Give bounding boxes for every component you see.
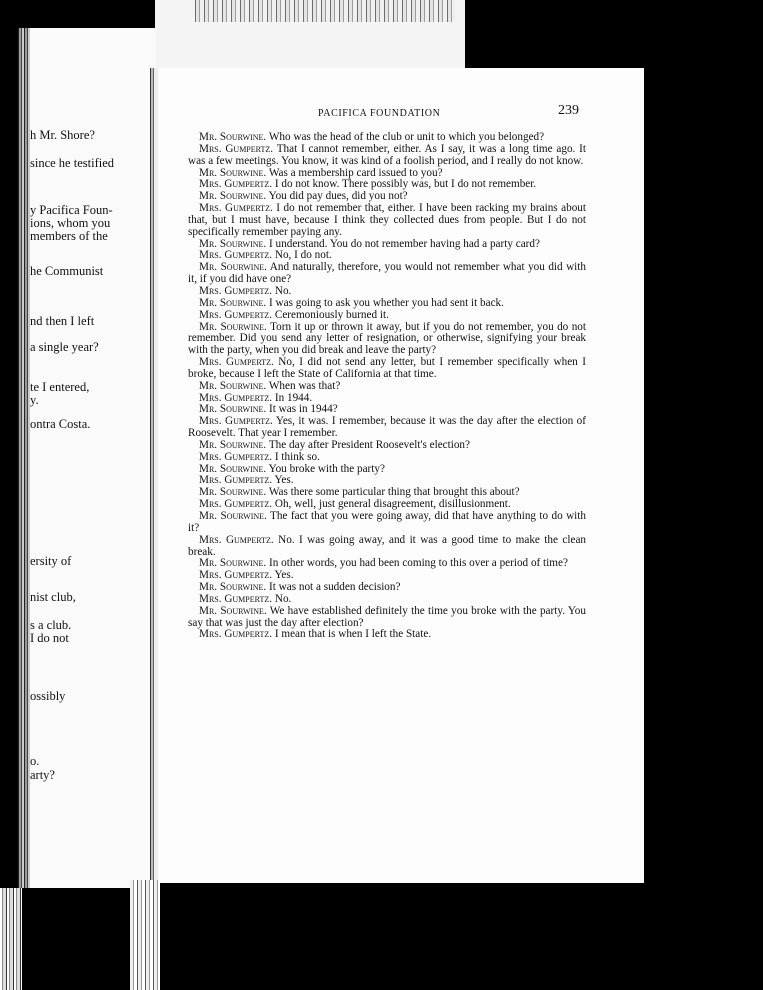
scan-spine-artifact bbox=[130, 880, 160, 990]
torn-page-top bbox=[155, 0, 465, 68]
document-page bbox=[150, 68, 644, 883]
speaker-name: Mrs. Gumpertz. bbox=[199, 474, 273, 487]
speech-text: Ceremoniously burned it. bbox=[274, 308, 389, 321]
speaker-name: Mr. Sourwine. bbox=[199, 438, 267, 451]
speech-text: No. I was going away, and it was a good time to make the clean break. bbox=[188, 533, 586, 558]
testimony-paragraph bbox=[188, 262, 586, 286]
testimony-paragraph bbox=[188, 144, 586, 168]
speaker-name: Mrs. Gumpertz. bbox=[199, 249, 273, 262]
facing-page-line: h Mr. Shore? bbox=[30, 128, 95, 142]
speech-text: Who was the head of the club or unit to which you belonged? bbox=[268, 131, 545, 143]
facing-page-line: a single year? bbox=[30, 340, 99, 354]
testimony-paragraph bbox=[188, 629, 586, 641]
facing-page-line: ersity of bbox=[30, 554, 72, 568]
speech-text: And naturally, therefore, you would not remember what you did with it, if you did have one? bbox=[188, 261, 586, 286]
speaker-name: Mr. Sourwine. bbox=[199, 320, 267, 333]
testimony-paragraph bbox=[188, 416, 586, 440]
speaker-name: Mrs. Gumpertz. bbox=[199, 415, 273, 428]
speaker-name: Mr. Sourwine. bbox=[199, 462, 267, 475]
speech-text: Oh, well, just general disagreement, disillusionment. bbox=[274, 498, 511, 511]
speech-text: That I cannot remember, either. As I say, it was a long time ago. It was a few meetings. You know, it was kind of a foolish period, and I really do not know. bbox=[188, 142, 586, 167]
speaker-name: Mrs. Gumpertz. bbox=[199, 356, 274, 369]
speaker-name: Mr. Sourwine. bbox=[199, 557, 267, 570]
speaker-name: Mr. Sourwine. bbox=[199, 403, 267, 416]
speaker-name: Mr. Sourwine. bbox=[199, 379, 267, 392]
speech-text: You did pay dues, did you not? bbox=[268, 190, 408, 203]
speech-text: The fact that you were going away, did that have anything to do with it? bbox=[188, 510, 586, 534]
speaker-name: Mrs. Gumpertz. bbox=[199, 284, 273, 297]
facing-page-line: I do not bbox=[30, 631, 69, 645]
speech-text: In 1944. bbox=[274, 391, 313, 404]
speech-text: It was in 1944? bbox=[269, 403, 338, 416]
speaker-name: Mrs. Gumpertz. bbox=[199, 308, 273, 321]
speech-text: I was going to ask you whether you had sent it back. bbox=[269, 296, 504, 309]
speech-text: It was not a sudden decision? bbox=[269, 581, 401, 594]
speech-text: Yes. bbox=[274, 569, 294, 582]
speaker-name: Mr. Sourwine. bbox=[199, 296, 267, 309]
speaker-name: Mr. Sourwine. bbox=[199, 510, 267, 522]
speech-text: In other words, you had been coming to this over a period of time? bbox=[269, 557, 568, 570]
facing-page-line: o. bbox=[30, 754, 40, 768]
facing-page-line: members of the bbox=[30, 229, 108, 243]
facing-page-line: y Pacifica Foun- bbox=[30, 203, 113, 217]
speech-text: I understand. You do not remember having had a party card? bbox=[269, 237, 540, 250]
facing-page-line: since he testified bbox=[30, 156, 114, 170]
facing-page-line: arty? bbox=[30, 768, 55, 782]
testimony-paragraph bbox=[188, 606, 586, 630]
speaker-name: Mrs. Gumpertz. bbox=[199, 391, 273, 404]
speech-text: The day after President Roosevelt's election? bbox=[268, 438, 470, 451]
speech-text: You broke with the party? bbox=[268, 462, 385, 475]
facing-page-line: te I entered, bbox=[30, 380, 90, 394]
testimony-paragraph bbox=[188, 511, 586, 535]
speech-text: Yes. bbox=[274, 474, 294, 487]
speaker-name: Mr. Sourwine. bbox=[199, 190, 267, 203]
speaker-name: Mrs. Gumpertz. bbox=[199, 592, 273, 605]
speech-text: No. bbox=[274, 592, 292, 605]
testimony-paragraph bbox=[188, 203, 586, 239]
speaker-name: Mrs. Gumpertz. bbox=[199, 178, 273, 191]
speaker-name: Mrs. Gumpertz. bbox=[199, 569, 273, 582]
speech-text: Yes, it was. I remember, because it was the day after the election of Roosevelt. That year I remember. bbox=[188, 415, 586, 440]
speech-text: Torn it up or thrown it away, but if you do not remember, you do not remember. Did you send any letter of resignation, or otherwise, signifying your break with the party, when you did break and leave the party? bbox=[188, 320, 586, 357]
speaker-name: Mrs. Gumpertz. bbox=[199, 450, 273, 463]
facing-page-line: nd then I left bbox=[30, 314, 95, 328]
speaker-name: Mrs. Gumpertz. bbox=[199, 202, 273, 215]
speech-text: No, I did not send any letter, but I remember specifically when I broke, because I left the State of California at that time. bbox=[188, 356, 586, 380]
speaker-name: Mr. Sourwine. bbox=[199, 237, 267, 250]
speaker-name: Mr. Sourwine. bbox=[199, 131, 267, 143]
speech-text: Was a membership card issued to you? bbox=[268, 166, 443, 179]
speaker-name: Mr. Sourwine. bbox=[199, 486, 267, 499]
speaker-name: Mrs. Gumpertz. bbox=[199, 628, 273, 641]
facing-page-line: ions, whom you bbox=[30, 216, 111, 230]
scan-edge-artifact bbox=[0, 888, 22, 990]
speech-text: I do not know. There possibly was, but I do not remember. bbox=[274, 178, 537, 191]
speech-text: Was there some particular thing that brought this about? bbox=[268, 486, 520, 499]
speech-text: We have established definitely the time you broke with the party. You say that was just the day after election? bbox=[188, 604, 586, 629]
speech-text: I mean that is when I left the State. bbox=[274, 628, 432, 641]
running-head: PACIFICA FOUNDATION bbox=[318, 108, 441, 119]
facing-page-line: s a club. bbox=[30, 618, 72, 632]
speaker-name: Mr. Sourwine. bbox=[199, 166, 267, 179]
speech-text: When was that? bbox=[268, 379, 341, 392]
speaker-name: Mrs. Gumpertz. bbox=[199, 498, 273, 511]
facing-page-line: ontra Costa. bbox=[30, 417, 91, 431]
speech-text: No. bbox=[274, 284, 292, 297]
speaker-name: Mr. Sourwine. bbox=[199, 604, 267, 617]
speaker-name: Mr. Sourwine. bbox=[199, 581, 267, 594]
speech-text: I think so. bbox=[274, 450, 320, 463]
page-number: 239 bbox=[558, 103, 579, 118]
facing-page-line: y. bbox=[30, 393, 39, 407]
speech-text: No, I do not. bbox=[274, 249, 332, 262]
facing-page-line: he Communist bbox=[30, 264, 104, 278]
testimony-paragraph bbox=[188, 357, 586, 381]
testimony-paragraph bbox=[188, 322, 586, 358]
facing-page-fragment bbox=[18, 28, 156, 888]
speaker-name: Mrs. Gumpertz. bbox=[199, 533, 274, 546]
facing-page-line: nist club, bbox=[30, 590, 76, 604]
testimony-paragraph bbox=[188, 535, 586, 559]
speaker-name: Mr. Sourwine. bbox=[199, 261, 267, 274]
speech-text: I do not remember that, either. I have been racking my brains about that, but I must have, because I think they collected dues from people. But I do not specifically remember paying any. bbox=[188, 202, 586, 238]
speaker-name: Mrs. Gumpertz. bbox=[199, 142, 274, 155]
facing-page-line: ossibly bbox=[30, 689, 66, 703]
testimony-text bbox=[188, 132, 586, 641]
